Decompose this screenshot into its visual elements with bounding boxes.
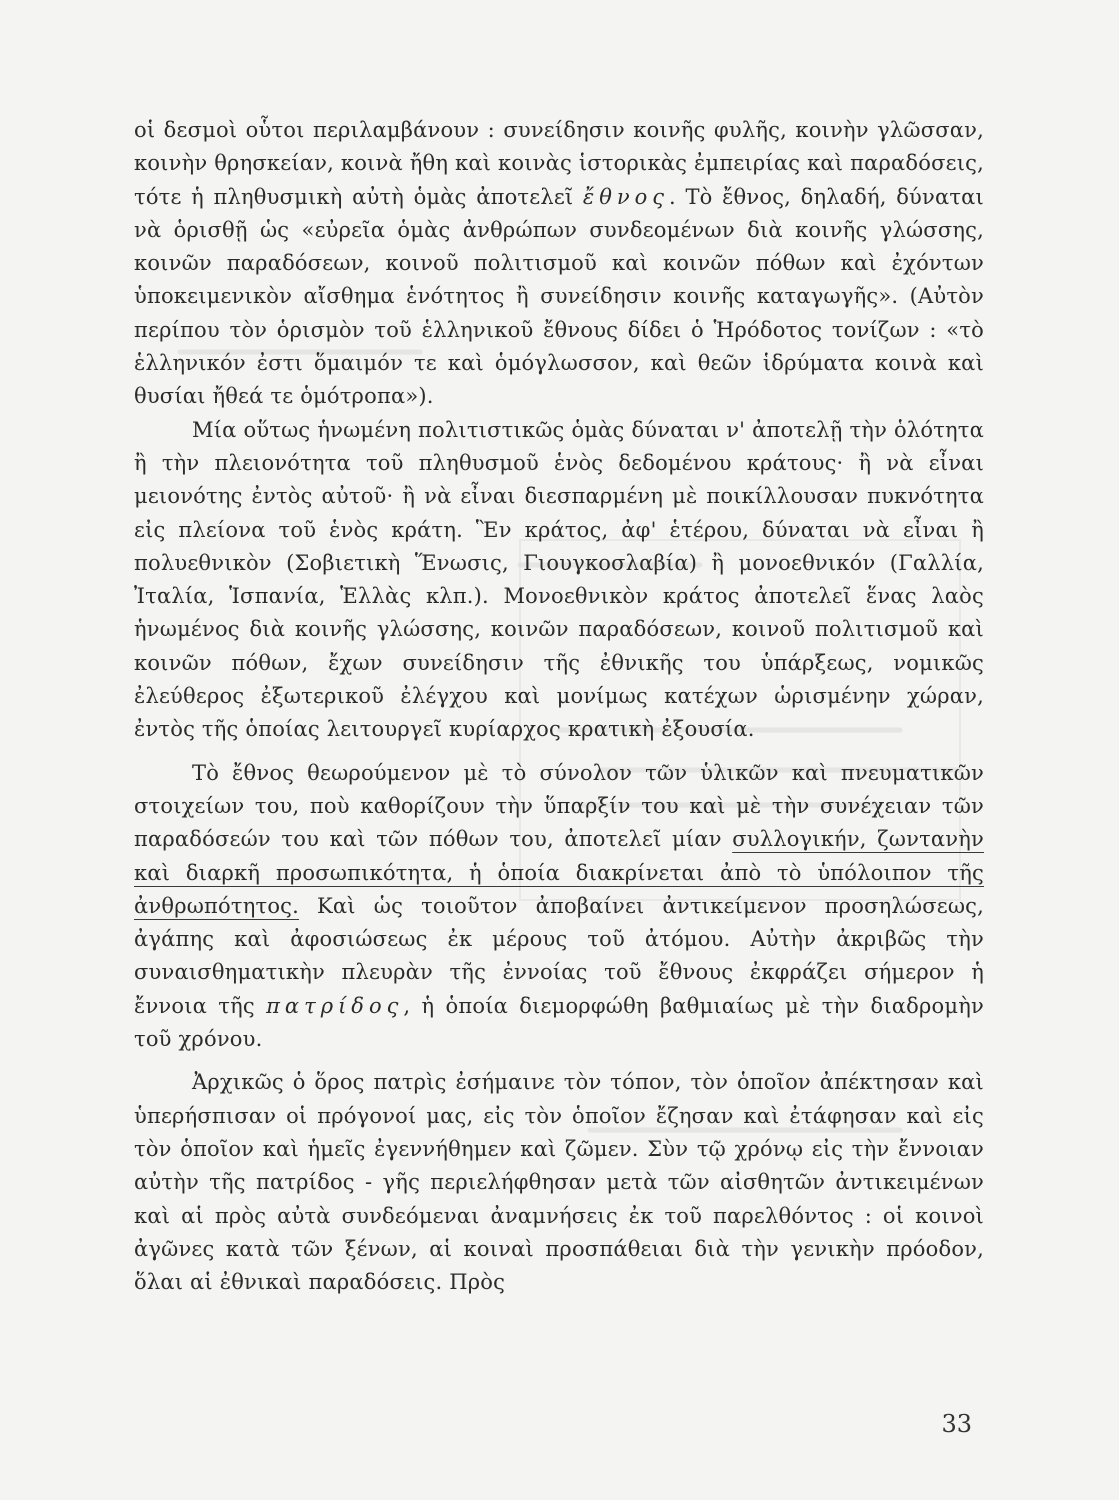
handwritten-underline: συλλογικήν, ζωντανὴν καὶ διαρκῆ προσωπικότητα, ἡ ὁποία διακρίνεται ἀπὸ τὸ ὑπόλοιπον τῆς ἀνθρωπότητος.	[134, 827, 984, 918]
body-text	[134, 114, 984, 1299]
paragraph-1	[134, 114, 984, 414]
term-ethnos: ἔθνος	[582, 184, 670, 209]
paragraph-3-start: Τὸ ἔθνος θεωρούμενον μὲ τὸ σύνολον τῶν ὑλικῶν καὶ πνευματικῶν στοιχείων του, ποὺ καθορίζουν τὴν ὕπαρξίν του καὶ μὲ τὴν συνέχειαν τῶν παραδόσεών του καὶ τῶν πόθων του, ἀποτελεῖ μίαν	[134, 760, 984, 852]
paragraph-2: Μία οὕτως ἡνωμένη πολιτιστικῶς ὁμὰς δύναται ν' ἀποτελῇ τὴν ὁλότητα ἢ τὴν πλειονότητα τοῦ πληθυσμοῦ ἑνὸς δεδομένου κράτους· ἢ νὰ εἶναι μειονότης ἐντὸς αὐτοῦ· ἢ νὰ εἶναι διεσπαρμένη μὲ ποικίλλουσαν πυκνότητα εἰς πλείονα τοῦ ἑνὸς κράτη. Ἓν κράτος, ἀφ' ἑτέρου, δύναται νὰ εἶναι ἢ πολυεθνικὸν (Σοβιετικὴ Ἕνωσις, Γιουγκοσλαβία) ἢ μονοεθνικόν (Γαλλία, Ἰταλία, Ἱσπανία, Ἑλλὰς κλπ.). Μονοεθνικὸν κράτος ἀποτελεῖ ἕνας λαὸς ἡνωμένος διὰ κοινῆς γλώσσης, κοινῶν παραδόσεων, κοινοῦ πολιτισμοῦ καὶ κοινῶν πόθων, ἔχων συνείδησιν τῆς ἐθνικῆς του ὑπάρξεως, νομικῶς ἐλεύθερος ἐξωτερικοῦ ἐλέγχου καὶ μονίμως κατέχων ὡρισμένην χώραν, ἐντὸς τῆς ὁποίας λειτουργεῖ κυρίαρχος κρατικὴ ἐξουσία.	[134, 417, 984, 742]
paragraph-4: Ἀρχικῶς ὁ ὅρος πατρὶς ἐσήμαινε τὸν τόπον, τὸν ὁποῖον ἀπέκτησαν καὶ ὑπερήσπισαν οἱ πρόγονοί μας, εἰς τὸν ὁποῖον ἔζησαν καὶ ἐτάφησαν καὶ εἰς τὸν ὁποῖον καὶ ἡμεῖς ἐγεννήθημεν καὶ ζῶμεν. Σὺν τῷ χρόνῳ εἰς τὴν ἔννοιαν αὐτὴν τῆς πατρίδος - γῆς περιελήφθησαν μετὰ τῶν αἰσθητῶν ἀντικειμένων καὶ αἱ πρὸς αὐτὰ συνδεόμεναι ἀναμνήσεις ἐκ τοῦ παρελθόντος : οἱ κοινοὶ ἀγῶνες κατὰ τῶν ξένων, αἱ κοιναὶ προσπάθειαι διὰ τὴν γενικὴν πρόοδον, ὅλαι αἱ ἐθνικαὶ παραδόσεις. Πρὸς	[134, 1070, 984, 1295]
paragraph-3-rest: , ἡ ὁποία διεμορφώθη βαθμιαίως μὲ τὴν διαδρομὴν τοῦ χρόνου.	[134, 993, 984, 1052]
term-patris: πατρίδος	[266, 993, 404, 1018]
paragraph-1-rest: . Τὸ ἔθνος, δηλαδή, δύναται νὰ ὁρισθῇ ὡς «εὐρεῖα ὁμὰς ἀνθρώπων συνδεομένων διὰ κοινῆς γλώσσης, κοινῶν παραδόσεων, κοινοῦ πολιτισμοῦ καὶ κοινῶν πόθων καὶ ἐχόντων ὑποκειμενικὸν αἴσθημα ἑνότητος ἢ συνείδησιν κοινῆς καταγωγῆς». (Αὐτὸν περίπου τὸν ὁρισμὸν τοῦ ἑλληνικοῦ ἔθνους δίδει ὁ Ἡρόδοτος τονίζων : «τὸ ἑλληνικόν ἐστι ὅμαιμόν τε καὶ ὁμόγλωσσον, καὶ θεῶν ἱδρύματα κοινὰ καὶ θυσίαι ἤθεά τε ὁμότροπα»).	[134, 184, 984, 409]
paragraph-3	[134, 757, 984, 1057]
page-number: 33	[941, 1410, 972, 1438]
paragraph-3-middle: Καὶ ὡς τοιοῦτον ἀποβαίνει ἀντικείμενον προσηλώσεως, ἀγάπης καὶ ἀφοσιώσεως ἐκ μέρους τοῦ ἀτόμου. Αὐτὴν ἀκριβῶς τὴν συναισθηματικὴν πλευρὰν τῆς ἐννοίας τοῦ ἔθνους ἐκφράζει σήμερον ἡ ἔννοια τῆς	[134, 893, 984, 1018]
paragraph-1-start: οἱ δεσμοὶ οὗτοι περιλαμβάνουν : συνείδησιν κοινῆς φυλῆς, κοινὴν γλῶσσαν, κοινὴν θρησκείαν, κοινὰ ἤθη καὶ κοινὰς ἱστορικὰς ἐμπειρίας καὶ παραδόσεις, τότε ἡ πληθυσμικὴ αὐτὴ ὁμὰς ἀποτελεῖ	[134, 118, 984, 209]
